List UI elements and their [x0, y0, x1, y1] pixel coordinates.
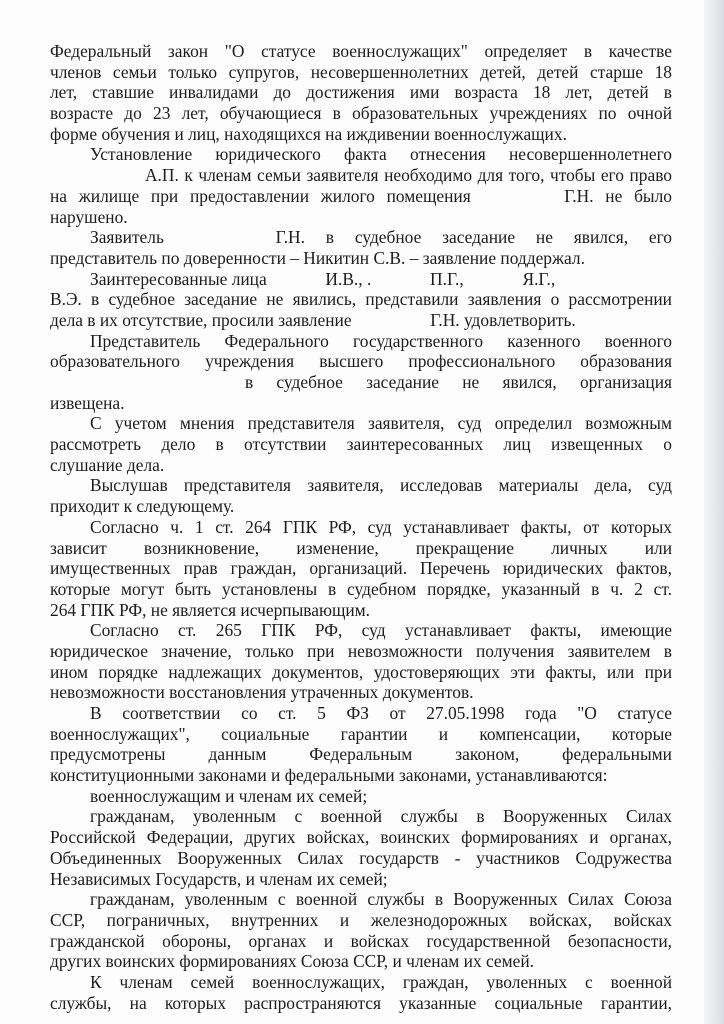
text-segment: гражданской обороны, органах и войсках государственной безопасности, [50, 930, 672, 951]
text-segment: К членам семей военнослужащих, граждан, уволенных с военной [90, 971, 672, 992]
text-line [50, 910, 672, 931]
text-line [50, 517, 672, 538]
text-segment: А.П. к членам семьи заявителя необходимо для того, чтобы его право [145, 165, 672, 186]
text-line [50, 227, 672, 248]
text-line [50, 889, 672, 910]
text-segment: членов семьи только супругов, несовершеннолетних детей, детей старше 18 [50, 61, 672, 82]
text-segment: конституционными законами и федеральными законами, устанавливаются: [50, 765, 608, 786]
text-segment: Согласно ч. 1 ст. 264 ГПК РФ, суд устанавливает факты, от которых [90, 516, 672, 537]
text-segment: ССР, пограничных, внутренних и железнодорожных войсках, войсках [50, 909, 672, 930]
text-line [50, 455, 672, 476]
text-segment: в судебное заседание не явился, организация [245, 372, 672, 392]
text-segment: военнослужащих", социальные гарантии и компенсации, которые [50, 723, 672, 744]
text-segment: Г.Н. в судебное заседание не явился, его [275, 227, 672, 248]
text-line [50, 786, 672, 807]
text-segment: рассмотреть дело в отсутствии заинтересованных лиц извещенных о [50, 434, 672, 455]
text-segment: В.Э. в судебное заседание не явились, представили заявления о рассмотрении [50, 289, 672, 310]
text-line [50, 558, 672, 579]
text-line [50, 103, 672, 124]
text-line [50, 827, 672, 848]
text-segment: представитель по доверенности – Никитин С.В. – заявление поддержал. [50, 247, 585, 268]
text-segment: Объединенных Вооруженных Силах государств - участников Содружества [50, 847, 672, 868]
text-segment: юридическое значение, только при невозможности получения заявителем в [50, 640, 672, 661]
text-line [50, 475, 672, 496]
text-segment: невозможности восстановления утраченных документов. [50, 682, 474, 703]
text-line [50, 331, 672, 352]
text-line [50, 434, 672, 455]
text-line [50, 724, 672, 745]
text-line [50, 993, 672, 1014]
text-segment: имущественных прав граждан, организаций. Перечень юридических фактов, [50, 558, 672, 579]
text-segment: на жилище при предоставлении жилого помещения [50, 185, 471, 206]
text-segment: Согласно ст. 265 ГПК РФ, суд устанавливает факты, имеющие [90, 620, 672, 641]
text-line [50, 393, 672, 414]
text-segment: Я.Г., [522, 268, 556, 289]
text-segment: Установление юридического факта отнесения несовершеннолетнего [90, 144, 672, 165]
text-segment: которые могут быть установлены в судебном порядке, указанный в ч. 2 ст. [50, 578, 672, 599]
text-line [50, 806, 672, 827]
text-segment: возрасте до 23 лет, обучающиеся в образовательных учреждениях по очной [50, 103, 672, 124]
text-line [50, 641, 672, 662]
text-segment: зависит возникновение, изменение, прекращение личных или [50, 537, 672, 558]
text-line [50, 165, 672, 186]
text-segment: И.В., . [325, 268, 372, 289]
text-line [50, 620, 672, 641]
text-line [50, 682, 672, 703]
text-line [50, 931, 672, 952]
text-segment: форме обучения и лиц, находящихся на иждивении военнослужащих. [50, 123, 567, 144]
text-segment: военнослужащим и членам их семей; [90, 785, 368, 806]
text-line [50, 62, 672, 83]
text-line [50, 144, 672, 165]
text-segment: П.Г., [430, 268, 464, 289]
text-segment: предусмотрены данным Федеральным законом, федеральными [50, 744, 672, 765]
text-segment: Заявитель [90, 227, 164, 248]
text-segment: Г.Н. удовлетворить. [430, 309, 576, 330]
text-segment: службы, на которых распространяются указанные социальные гарантии, [50, 992, 672, 1013]
text-segment: нарушено. [50, 206, 128, 227]
text-segment: Российской Федерации, других войсках, воинских формированиях и органах, [50, 827, 672, 848]
text-segment: слушание дела. [50, 454, 165, 475]
text-line [50, 744, 672, 765]
text-segment: Г.Н. не было [564, 185, 672, 206]
text-segment: гражданам, уволенным с военной службы в Вооруженных Силах [90, 806, 672, 827]
text-line [50, 662, 672, 683]
text-line [50, 372, 672, 393]
text-line [50, 579, 672, 600]
document-page [50, 41, 672, 1013]
text-line [50, 413, 672, 434]
text-line [50, 600, 672, 621]
text-line [50, 703, 672, 724]
text-line [50, 269, 672, 290]
text-segment: В соответствии со ст. 5 ФЗ от 27.05.1998 года "О статусе [90, 703, 672, 723]
text-segment: дела в их отсутствие, просили заявление [50, 309, 352, 330]
text-line [50, 207, 672, 228]
text-line [50, 496, 672, 517]
text-line [50, 310, 672, 331]
text-segment: Независимых Государств, и членам их семей; [50, 868, 388, 889]
text-line [50, 82, 672, 103]
text-segment: других воинских формированиях Союза ССР, и членам их семей. [50, 951, 535, 972]
text-line [50, 972, 672, 993]
text-segment: гражданам, уволенным с военной службы в Вооруженных Силах Союза [90, 889, 672, 910]
text-line [50, 186, 672, 207]
scan-edge-shadow [704, 0, 724, 1024]
text-line [50, 289, 672, 310]
text-segment: Федеральный закон "О статусе военнослужащих" определяет в качестве [50, 41, 672, 61]
text-segment: лет, ставшие инвалидами до достижения ими возраста 18 лет, детей в [50, 82, 672, 103]
text-segment: 264 ГПК РФ, не является исчерпывающим. [50, 599, 371, 620]
text-line [50, 869, 672, 890]
text-line [50, 538, 672, 559]
text-segment: извещена. [50, 392, 125, 413]
text-segment: образовательного учреждения высшего профессионального образования [50, 351, 672, 372]
text-line [50, 41, 672, 62]
text-segment: Выслушав представителя заявителя, исследовав материалы дела, суд [90, 475, 672, 496]
text-line [50, 765, 672, 786]
text-segment: Заинтересованные лица [90, 268, 267, 289]
text-line [50, 848, 672, 869]
text-segment: С учетом мнения представителя заявителя, суд определил возможным [90, 413, 672, 434]
text-segment: Представитель Федерального государственного казенного военного [90, 330, 672, 351]
text-segment: приходит к следующему. [50, 496, 235, 517]
text-line [50, 351, 672, 372]
text-line [50, 248, 672, 269]
text-line [50, 124, 672, 145]
text-line [50, 951, 672, 972]
text-segment: ином порядке надлежащих документов, удостоверяющих эти факты, или при [50, 661, 672, 682]
